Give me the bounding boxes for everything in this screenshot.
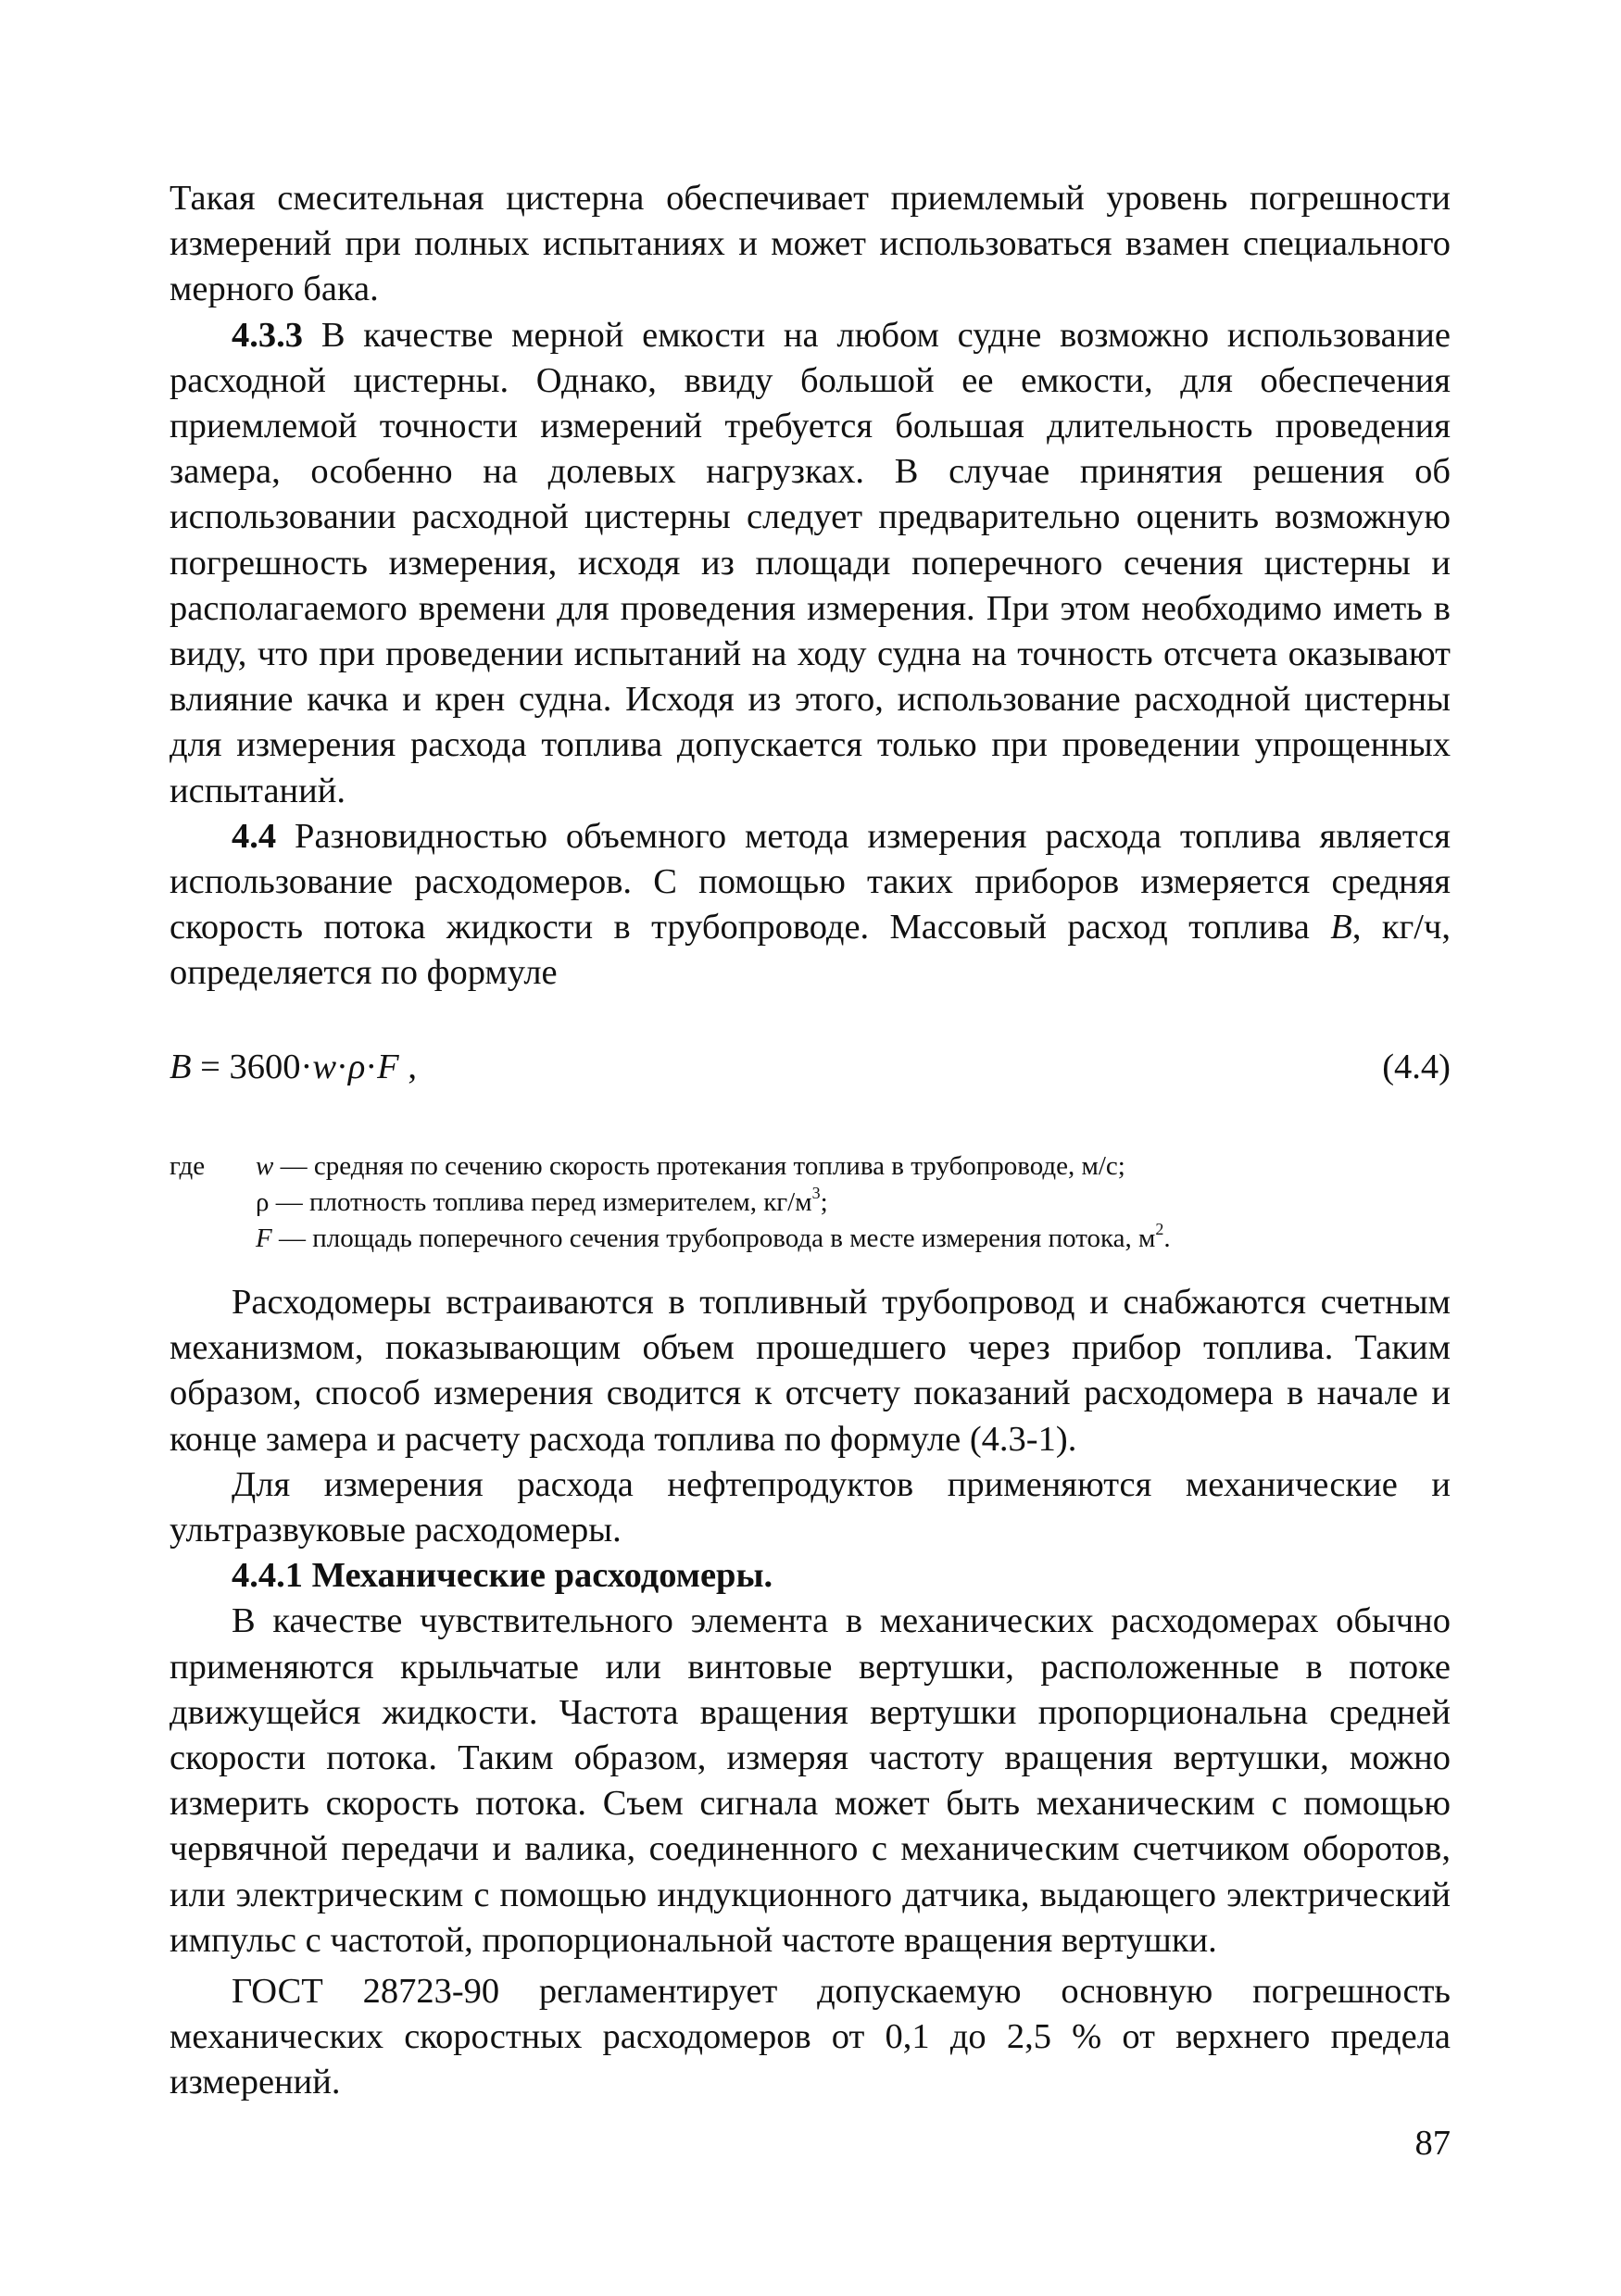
formula-expression	[170, 1045, 417, 1090]
where-row-rho	[170, 1185, 1451, 1221]
where-legend	[170, 1148, 1451, 1257]
formula-dot-2: ·	[365, 1048, 378, 1086]
paragraph-4-4	[170, 814, 1451, 997]
where-sup-f: 2	[1155, 1219, 1164, 1238]
heading-4-4-1: 4.4.1 Механические расходомеры.	[232, 1556, 773, 1596]
paragraph-flowmeters: Расходомеры встраиваются в топливный трубопровод и снабжаются счетным механизмом, показывающим объем прошедшего через прибор топлива. Таким образом, способ измерения сводится к отсчету показаний расходомера в начале и конце замера и расчету расхода топлива по формуле (4.3-1).	[170, 1283, 1451, 1459]
paragraph-4-4-text-a: Разновидностью объемного метода измерения расхода топлива является использование расходомеров. С помощью таких приборов измеряется средняя скорость потока жидкости в трубопроводе. Массовый расход топлива	[170, 816, 1451, 947]
where-symbol-rho: ρ	[256, 1187, 270, 1217]
where-text-f: — площадь поперечного сечения трубопровода в месте измерения потока, м	[271, 1223, 1156, 1253]
formula-w: w	[312, 1048, 337, 1086]
formula-rho: ρ	[347, 1048, 366, 1086]
paragraph-4-3-3	[170, 313, 1451, 814]
where-row-w	[170, 1148, 1451, 1185]
where-symbol-w: w	[256, 1151, 274, 1181]
variable-b: B	[1330, 908, 1352, 947]
formula-tail: ,	[398, 1048, 417, 1086]
formula-eq: = 3600·	[191, 1048, 313, 1086]
where-row-f	[170, 1221, 1451, 1257]
formula-4-4	[170, 1045, 1451, 1090]
where-text-rho: — плотность топлива перед измерителем, кг/м	[269, 1187, 812, 1217]
paragraph-tank: Такая смесительная цистерна обеспечивает приемлемый уровень погрешности измерений при полных испытаниях и может использоваться взамен специального мерного бака.	[170, 179, 1451, 309]
formula-f: F	[377, 1048, 399, 1086]
where-text-w: — средняя по сечению скорость протекания топлива в трубопроводе, м/с;	[273, 1151, 1125, 1181]
where-symbol-f: F	[256, 1223, 272, 1253]
bottom-text-block	[170, 1280, 1451, 2106]
where-label: где	[170, 1151, 206, 1181]
top-text-block	[170, 176, 1451, 997]
paragraph-types: Для измерения расхода нефтепродуктов применяются механические и ультразвуковые расходомеры.	[170, 1464, 1451, 1550]
section-number-4-3-3: 4.3.3	[232, 315, 303, 355]
section-number-4-4: 4.4	[232, 816, 277, 856]
paragraph-4-3-3-text: В качестве мерной емкости на любом судне возможно использование расходной цистерны. Однако, ввиду большой ее емкости, для обеспечения приемлемой точности измерений требуется большая длительность проведения замера, особенно на долевых нагрузках. В случае принятия решения об использовании расходной цистерны следует предварительно оценить возможную погрешность измерения, исходя из площади поперечного сечения цистерны и располагаемого времени для проведения измерения. При этом необходимо иметь в виду, что при проведении испытаний на ходу судна на точность отсчета оказывают влияние качка и крен судна. Исходя из этого, использование расходной цистерны для измерения расхода топлива допускается только при проведении упрощенных испытаний.	[170, 315, 1451, 810]
formula-dot-1: ·	[336, 1048, 348, 1086]
page-number: 87	[1414, 2124, 1451, 2163]
formula-number: (4.4)	[1382, 1048, 1451, 1086]
where-end-rho: ;	[820, 1187, 828, 1217]
formula-lhs: B	[170, 1048, 192, 1086]
where-sup-rho: 3	[811, 1183, 821, 1202]
paragraph-mechanical: В качестве чувствительного элемента в механических расходомерах обычно применяются крыльчатые или винтовые вертушки, расположенные в потоке движущейся жидкости. Частота вращения вертушки пропорциональна средней скорости потока. Таким образом, измеряя частоту вращения вертушки, можно измерить скорость потока. Съем сигнала может быть механическим с помощью червячной передачи и валика, соединенного с механическим счетчиком оборотов, или электрическим с помощью индукционного датчика, выдающего электрический импульс с частотой, пропорциональной частоте вращения вертушки.	[170, 1601, 1451, 1960]
paragraph-4-4-text-b: , кг/ч, определяется по формуле	[170, 908, 1451, 993]
paragraph-gost: ГОСТ 28723-90 регламентирует допускаемую основную погрешность механических скоростных расходомеров от 0,1 до 2,5 % от верхнего предела измерений.	[170, 1972, 1451, 2102]
where-end-f: .	[1163, 1223, 1171, 1253]
